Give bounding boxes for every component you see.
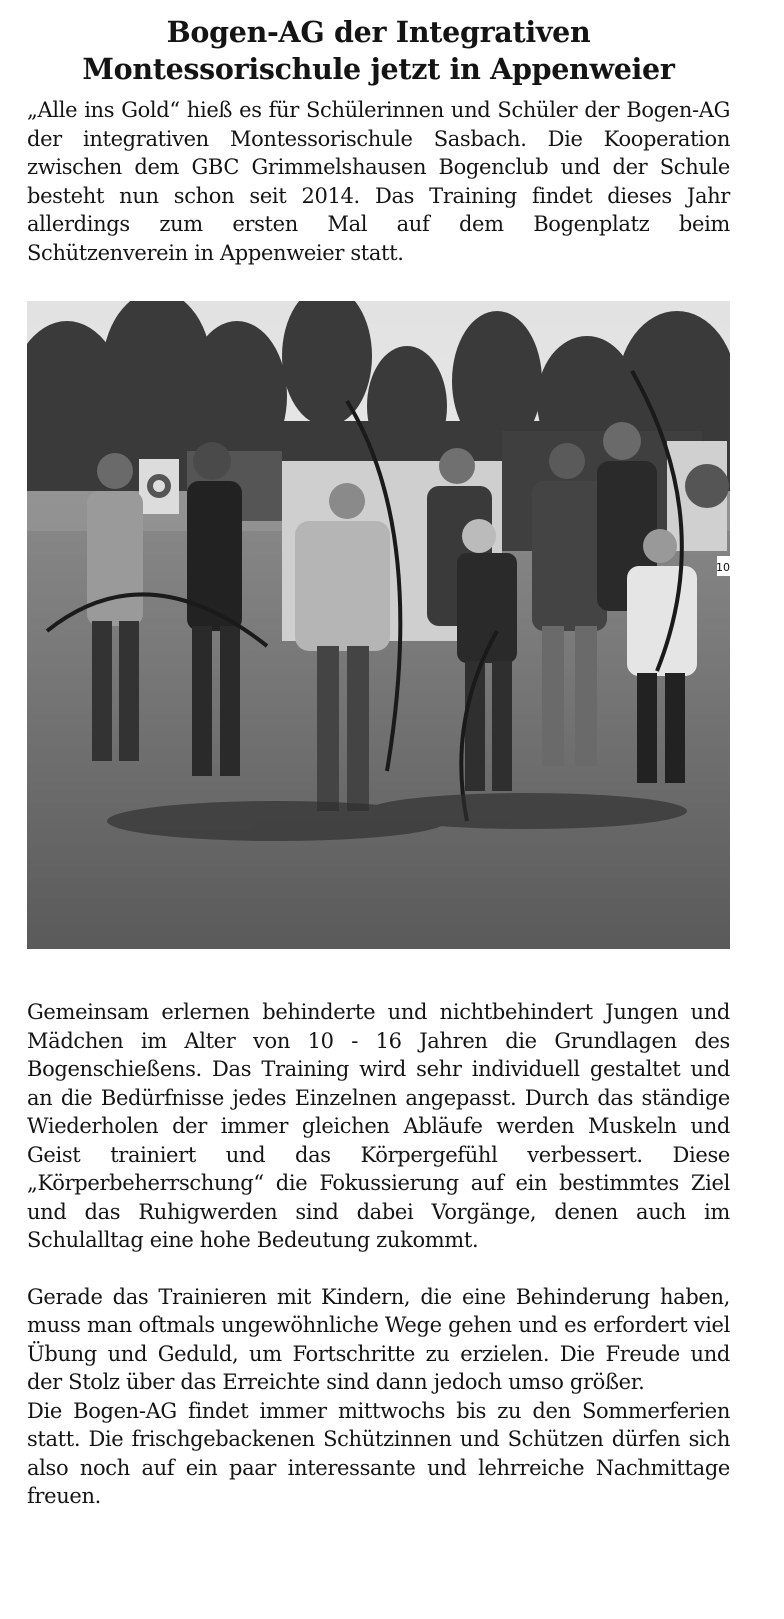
title-line-2: Montessorischule jetzt in Appenweier <box>82 52 675 86</box>
title-line-1: Bogen-AG der Integrativen <box>166 15 591 49</box>
lead-paragraph: „Alle ins Gold“ hieß es für Schülerinnen und Schüler der Bogen-AG der integrativen Montessorischule Sasbach. Die Kooperation zwischen dem GBC Grimmelshausen Bogenclub und der Schule besteht nun schon seit 2014. Das Training findet dieses Jahr allerdings zum ersten Mal auf dem Bogenplatz beim Schützenverein in Appenweier statt. <box>27 98 730 265</box>
body-paragraph-3: Die Bogen-AG findet immer mittwochs bis zu den Sommerferien statt. Die frischgebackenen Schützinnen und Schützen dürfen sich also noch auf ein paar interessante und lehrreiche Nachmittage freuen. <box>27 1398 730 1508</box>
body-paragraph-2: Gerade das Trainieren mit Kindern, die eine Behinderung haben, muss man oftmals ungewöhnliche Wege gehen und es erfordert viel Übung und Geduld, um Fortschritte zu erzielen. Die Freude und der Stolz über das Erreichte sind dann jedoch umso größer. <box>27 1284 730 1394</box>
article-body <box>27 998 730 1511</box>
article-header <box>27 14 730 267</box>
archery-group-photo <box>27 301 730 949</box>
article-title <box>27 14 730 88</box>
body-paragraph-1: Gemeinsam erlernen behinderte und nichtbehindert Jungen und Mädchen im Alter von 10 - 16 Jahren die Grundlagen des Bogenschießens. Das Training wird sehr individuell gestaltet und an die Bedürfnisse jedes Einzelnen angepasst. Durch das ständige Wiederholen der immer gleichen Abläufe werden Muskeln und Geist trainiert und das Körpergefühl verbessert. Diese „Körperbeherrschung“ die Fokussierung auf ein bestimmtes Ziel und das Ruhigwerden sind dabei Vorgänge, denen auch im Schulalltag eine hohe Bedeutung zukommt. <box>27 1000 730 1252</box>
target-number: 10 <box>716 561 730 574</box>
